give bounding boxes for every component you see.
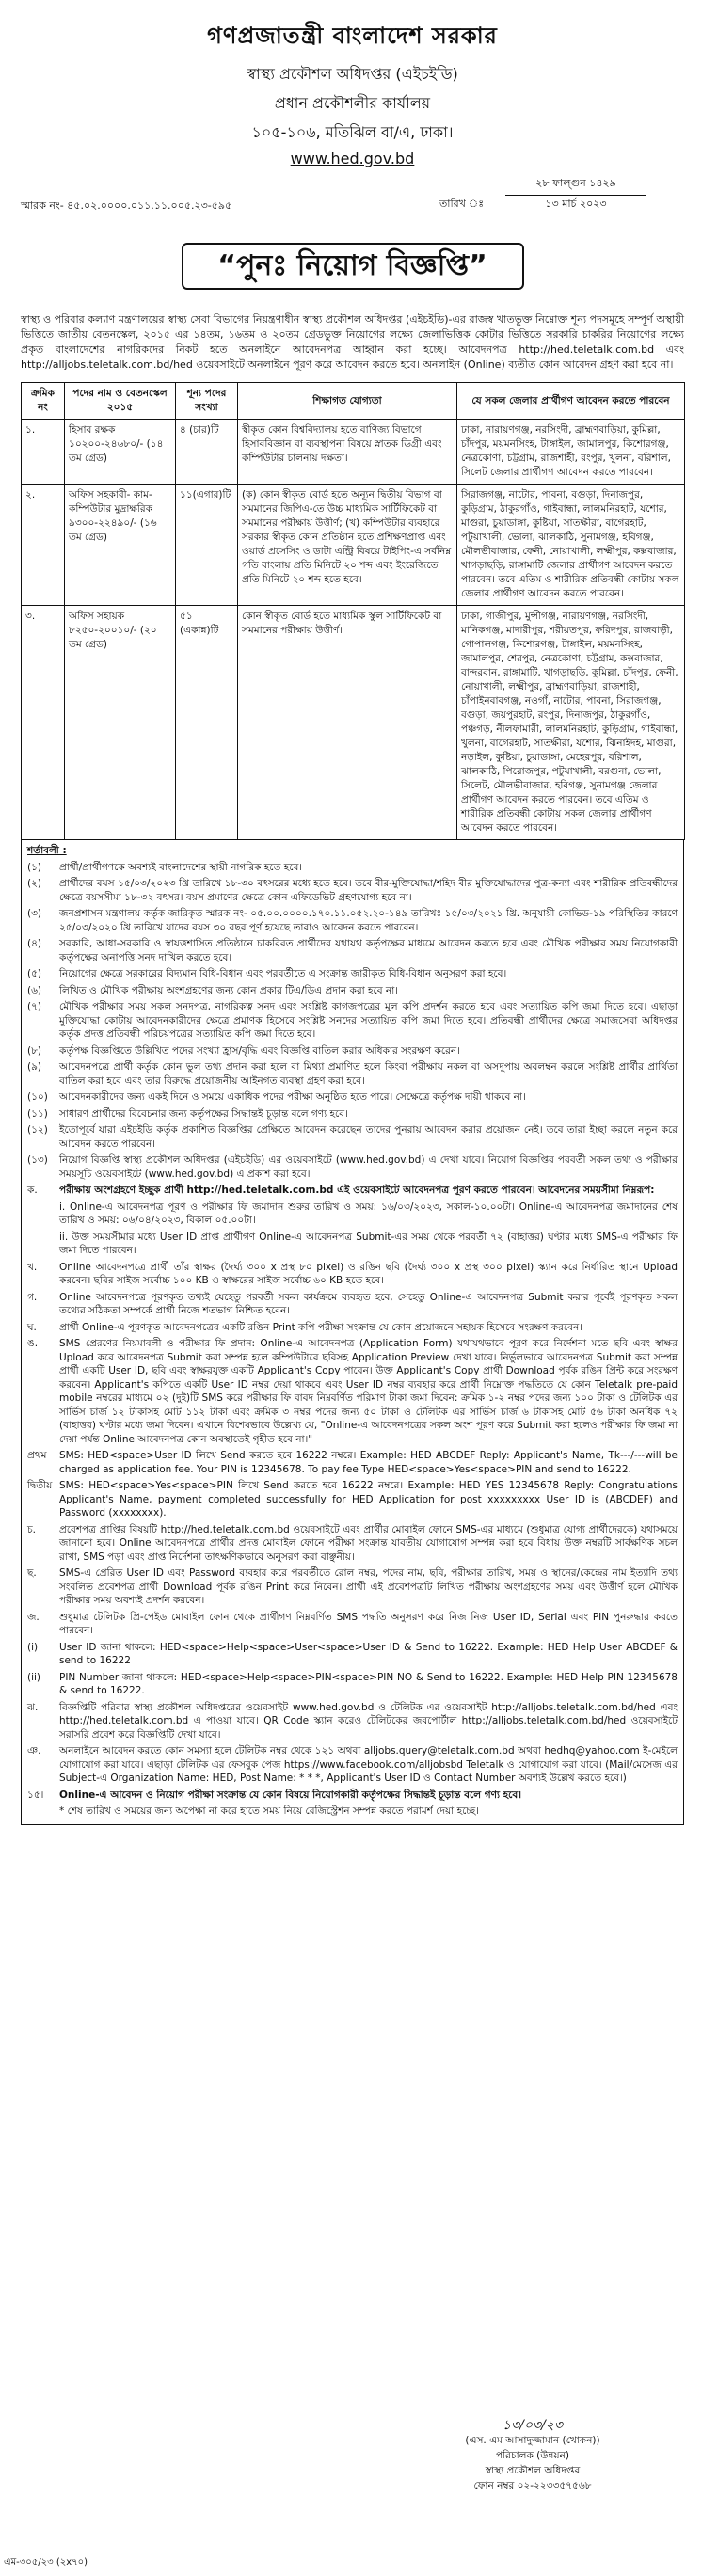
- condition-item: [27, 1611, 678, 1638]
- condition-item: [27, 861, 678, 875]
- cell-districts: ঢাকা, গাজীপুর, মুন্সীগঞ্জ, নারায়ণগঞ্জ, নরসিংদী, মানিকগঞ্জ, মাদারীপুর, শরীয়তপুর, ফরিদপুর, রাজবাড়ী, গোপালগঞ্জ, কিশোরগঞ্জ, টাঙ্গাইল, ময়মনসিংহ, জামালপুর, শেরপুর, নেত্রকোণা, চট্টগ্রাম, কক্সবাজার, বান্দরবান, রাঙ্গামাটি, খাগড়াছড়ি, কুমিল্লা, চাঁদপুর, ফেনী, নোয়াখালী, লক্ষ্মীপুর, ব্রাহ্মণবাড়িয়া, রাজশাহী, চাঁপাইনবাবগঞ্জ, নওগাঁ, নাটোর, পাবনা, সিরাজগঞ্জ, বগুড়া, জয়পুরহাট, রংপুর, দিনাজপুর, ঠাকুরগাঁও, পঞ্চগড়, নীলফামারী, লালমনিরহাট, কুড়িগ্রাম, গাইবান্ধা, খুলনা, বাগেরহাট, সাতক্ষীরা, যশোর, ঝিনাইদহ, মাগুরা, নড়াইল, কুষ্টিয়া, চুয়াডাঙ্গা, মেহেরপুর, বরিশাল, ঝালকাঠি, পিরোজপুর, পটুয়াখালী, বরগুনা, ভোলা, সিলেট, মৌলভীবাজার, হবিগঞ্জ, সুনামগঞ্জ জেলার প্রার্থীগণ আবেদন করতে পারবেন। তবে এতিম ও শারীরিক প্রতিবন্ধী কোটায় সকল জেলার প্রার্থীগণ আবেদন করতে পারবেন।: [457, 606, 685, 840]
- cell-districts: ঢাকা, নারায়ণগঞ্জ, নরসিংদী, ব্রাহ্মণবাড়িয়া, কুমিল্লা, চাঁদপুর, ময়মনসিংহ, টাঙ্গাইল, জামালপুর, কিশোরগঞ্জ, নেত্রকোণা, চট্টগ্রাম, রাজশাহী, রংপুর, খুলনা, বরিশাল, সিলেট জেলার প্রার্থীগণ আবেদন করতে পারবেন।: [457, 420, 685, 485]
- cell-count: ৪ (চার)টি: [176, 420, 238, 485]
- condition-text: সাধারণ প্রার্থীদের বিবেচনার জন্য কর্তৃপক্ষের সিদ্ধান্তই চূড়ান্ত বলে গণ্য হবে।: [59, 1107, 348, 1120]
- condition-text: Online-এ আবেদন ও নিয়োগ পরীক্ষা সংক্রান্ত যে কোন বিষয়ে নিয়োগকারী কর্তৃপক্ষের সিদ্ধান্তই চূড়ান্ত বলে গণ্য হবে।: [59, 1789, 521, 1801]
- condition-text: নিয়োগ বিজ্ঞপ্তি স্বাস্থ্য প্রকৌশল অধিদপ্তর (এইচইডি) এর ওয়েবসাইটে (www.hed.gov.bd) এ দেখা যাবে। নিয়োগ বিজ্ঞপ্তির পরবর্তী সকল তথ্য ও পরীক্ষার সময়সূচি ওয়েবসাইটে (www.hed.gov.bd) এ প্রকাশ করা হবে।: [59, 1154, 678, 1180]
- condition-number: (১৩): [27, 1154, 48, 1166]
- condition-number: (৪): [27, 938, 42, 949]
- condition-item: [27, 937, 678, 964]
- condition-item: [27, 1641, 678, 1668]
- condition-text: SMS প্রেরণের নিয়মাবলী ও পরীক্ষার ফি প্রদান: Online-এ আবেদনপত্র (Application Form) যথাযথভাবে পূরণ করে নির্দেশনা মতে ছবি এবং স্বাক্ষর Upload করে আবেদনপত্র Submit করা সম্পন্ন হলে কম্পিউটারে ছবিসহ Application Preview দেখা যাবে। নির্ভুলভাবে আবেদনপত্র Submit করা সম্পন্ন প্রার্থী একটি User ID, ছবি এবং স্বাক্ষরযুক্ত একটি Applicant's Copy পাবেন। উক্ত Applicant's Copy প্রার্থী Download পূর্বক রঙিন প্রিন্ট করে সংরক্ষণ করবেন। Applicant's কপিতে একটি User ID নম্বর দেয়া থাকবে এবং User ID নম্বর ব্যবহার করে প্রার্থী নিম্নোক্ত পদ্ধতিতে যে কোন Teletalk pre-paid mobile নম্বরের মাধ্যমে ০২ (দুই)টি SMS করে পরীক্ষার ফি বাবদ নিম্নবর্ণিত পরিমাণ টাকা জমা দিবেন: ক্রমিক ১-২ নম্বর পদের জন্য ১০০ টাকা ও টেলিটক এর সার্ভিস চার্জ ১২ টাকাসহ মোট ১১২ টাকা এবং ক্রমিক ৩ নম্বর পদের জন্য ৫০ টাকা ও টেলিটক এর সার্ভিস চার্জ ৬ টাকাসহ মোট ৫৬ টাকা অনধিক ৭২ (বাহাত্তর) ঘণ্টার মধ্যে জমা দিবেন। এখানে বিশেষভাবে উল্লেখ্য যে, "Online-এ আবেদনপত্রের সকল অংশ পূরণ করে Submit করা হলেও পরীক্ষার ফি জমা না দেয়া পর্যন্ত Online আবেদনপত্র কোন অবস্থাতেই গৃহীত হবে না।": [59, 1338, 678, 1445]
- footer-code: এম-৩০৫/২৩ (২x৭০): [4, 2557, 88, 2568]
- condition-item: [27, 1107, 678, 1121]
- condition-text: প্রার্থী/প্রার্থীগণকে অবশ্যই বাংলাদেশের স্থায়ী নাগরিক হতে হবে।: [59, 861, 303, 873]
- notice-title: “পুনঃ নিয়োগ বিজ্ঞপ্তি”: [182, 243, 524, 290]
- condition-text: Online আবেদনপত্রে পূরণকৃত তথ্যই যেহেতু পরবর্তী সকল কার্যক্রমে ব্যবহৃত হবে, সেহেতু Online-এ আবেদনপত্র Submit করার পূর্বেই পূরণকৃত সকল তথ্যের সঠিকতা সম্পর্কে প্রার্থী নিজে শতভাগ নিশ্চিত হবেন।: [59, 1291, 678, 1316]
- condition-text: User ID জানা থাকলে: HED<space>Help<space>User<space>User ID & Send to 16222. Example: HED Help User ABCDEF & send to 16222: [59, 1641, 678, 1666]
- condition-number: ঙ.: [27, 1338, 39, 1349]
- col-header-post: পদের নাম ও বেতনস্কেল ২০১৫: [65, 383, 176, 420]
- condition-number: (৮): [27, 1044, 42, 1057]
- condition-item: [27, 1566, 678, 1608]
- condition-text: ii. উক্ত সময়সীমার মধ্যে User ID প্রাপ্ত প্রার্থীগণ Online-এ আবেদনপত্র Submit-এর সময় থেকে পরবর্তী ৭২ (বাহাত্তর) ঘণ্টার মধ্যে SMS-এ পরীক্ষার ফি জমা দিতে পারবেন।: [59, 1231, 678, 1256]
- condition-item: [27, 1060, 678, 1088]
- condition-text: SMS-এ প্রেরিত User ID এবং Password ব্যবহার করে পরবর্তীতে রোল নম্বর, পদের নাম, ছবি, পরীক্ষার তারিখ, সময় ও স্থানের/কেন্দ্রের নাম ইত্যাদি তথ্য সংবলিত প্রবেশপত্র প্রার্থী Download পূর্বক রঙিন Print করে নিবেন। প্রার্থী এই প্রবেশপত্রটি লিখিত পরীক্ষায় অংশগ্রহণের সময় এবং উত্তীর্ণ হলে মৌখিক পরীক্ষার সময় অবশ্যই প্রদর্শন করবেন।: [59, 1567, 678, 1606]
- date-bangla: ২৮ ফাল্গুন ১৪২৯: [505, 175, 646, 196]
- condition-text: PIN Number জানা থাকলে: HED<space>Help<space>PIN<space>PIN NO & Send to 16222. Example: HED Help PIN 12345678 & send to 16222.: [59, 1671, 678, 1696]
- office-address: ১০৫-১০৬, মতিঝিল বা/এ, ঢাকা।: [251, 123, 454, 141]
- condition-text: পরীক্ষায় অংশগ্রহণে ইচ্ছুক প্রার্থী http://hed.teletalk.com.bd এই ওয়েবসাইটে আবেদনপত্র পূরণ করতে পারবেন। আবেদনের সময়সীমা নিম্নরূপ:: [59, 1185, 655, 1196]
- conditions-section: [21, 840, 684, 1825]
- condition-number: খ.: [27, 1261, 38, 1273]
- condition-number: [27, 1805, 59, 1819]
- condition-item: [27, 1123, 678, 1151]
- govt-name: গণপ্রজাতন্ত্রী বাংলাদেশ সরকার: [207, 23, 498, 49]
- condition-item: [27, 984, 678, 998]
- intro-paragraph: স্বাস্থ্য ও পরিবার কল্যাণ মন্ত্রণালয়ের স্বাস্থ্য সেবা বিভাগের নিয়ন্ত্রণাধীন স্বাস্থ্য প্রকৌশল অধিদপ্তর (এইচইডি)-এর রাজস্ব খাতভুক্ত নিম্নোক্ত শূন্য পদসমূহে সম্পূর্ণ অস্থায়ী ভিত্তিতে জাতীয় বেতনস্কেল, ২০১৫ এর ১৪তম, ১৬তম ও ২০তম গ্রেডভুক্ত নিয়োগের লক্ষ্যে জেলাভিত্তিক কোটার ভিত্তিতে সরকারি চাকরির নিয়োগের লক্ষ্যে প্রকৃত বাংলাদেশের নাগরিকদের নিকট হতে অনলাইনে আবেদনপত্র আহ্বান করা হচ্ছে। আবেদনপত্র http://hed.teletalk.com.bd এবং http://alljobs.teletalk.com.bd/hed ওয়েবসাইটে অনলাইনে পূরণ করে আবেদন করতে হবে। অনলাইন (Online) ব্যতীত কোন আবেদন গ্রহণ করা হবে না।: [21, 313, 684, 371]
- condition-number: (ii): [27, 1671, 41, 1683]
- condition-text: নিয়োগের ক্ষেত্রে সরকারের বিদ্যমান বিধি-বিধান এবং পরবর্তীতে এ সংক্রান্ত জারীকৃত বিধি-বিধান অনুসরণ করা হবে।: [59, 968, 507, 979]
- cell-serial: ১.: [22, 420, 65, 485]
- letterhead: [21, 19, 684, 167]
- condition-item: [27, 1671, 678, 1698]
- condition-item: [27, 1337, 678, 1446]
- col-header-districts: যে সকল জেলার প্রার্থীগণ আবেদন করতে পারবেন: [457, 383, 685, 420]
- condition-number: [27, 1201, 59, 1228]
- office-name: প্রধান প্রকৌশলীর কার্যালয়: [274, 94, 431, 112]
- condition-number: (২): [27, 878, 42, 889]
- date-label: তারিখ ঃ: [439, 198, 485, 210]
- condition-number: ঞ.: [27, 1745, 41, 1757]
- condition-text: লিখিত ও মৌখিক পরীক্ষায় অংশগ্রহণের জন্য কোন প্রকার টিএ/ডিএ প্রদান করা হবে না।: [59, 984, 398, 996]
- condition-item: [27, 1153, 678, 1181]
- condition-number: প্রথম: [27, 1450, 47, 1461]
- posts-table: [21, 382, 685, 840]
- condition-number: [27, 1231, 59, 1258]
- condition-number: (৬): [27, 984, 42, 996]
- condition-item: [27, 1000, 678, 1042]
- condition-text: SMS: HED<space>Yes<space>PIN লিখে Send করতে হবে 16222 নম্বরে। Example: HED YES 12345678 Reply: Congratulations Applicant's Name, payment completed successfully for HED Application for post xxxxxxxxx User ID is (ABCDEF) and Password (xxxxxxxx).: [59, 1480, 678, 1519]
- condition-item: [27, 907, 678, 934]
- condition-number: (১০): [27, 1091, 48, 1103]
- cell-education: (ক) কোন স্বীকৃত বোর্ড হতে অন্যূন দ্বিতীয় বিভাগ বা সমমানের জিপিএ-তে উচ্চ মাধ্যমিক সার্টিফিকেট বা সমমানের পরীক্ষায় উত্তীর্ণ; (খ) কম্পিউটার ব্যবহারে সরকার স্বীকৃত কোন প্রতিষ্ঠান হতে প্রশিক্ষণপ্রাপ্ত এবং ওয়ার্ড প্রসেসিং ও ডাটা এন্ট্রি বিষয়ে টাইপিং-এ সর্বনিম্ন গতি বাংলায় প্রতি মিনিটে ২০ শব্দ এবং ইংরেজিতে প্রতি মিনিটে ২০ শব্দ হতে হবে।: [238, 485, 457, 606]
- table-header-row: [22, 383, 685, 420]
- condition-text: * শেষ তারিখ ও সময়ের জন্য অপেক্ষা না করে হাতে সময় নিয়ে রেজিস্ট্রেশন সম্পন্ন করতে পরামর্শ দেয়া হচ্ছে।: [59, 1805, 479, 1817]
- condition-text: SMS: HED<space>User ID লিখে Send করতে হবে 16222 নম্বরে। Example: HED ABCDEF Reply: Applicant's Name, Tk---/---will be charged as application fee. Your PIN is 12345678. To pay fee Type HED<space>Yes<space>PIN and send to 16222.: [59, 1450, 678, 1475]
- table-row: [22, 606, 685, 840]
- condition-item: [27, 1523, 678, 1565]
- condition-number: (i): [27, 1641, 39, 1653]
- condition-number: (৩): [27, 908, 42, 919]
- signatory-office: স্বাস্থ্য প্রকৌশল অধিদপ্তর: [485, 2465, 581, 2476]
- col-header-count: শূন্য পদের সংখ্যা: [176, 383, 238, 420]
- signatory-name: (এস. এম আসাদুজ্জামান (খোকন)): [465, 2435, 600, 2446]
- signature-block: [420, 2418, 646, 2493]
- condition-text: অনলাইনে আবেদন করতে কোন সমস্যা হলে টেলিটক নম্বর থেকে ১২১ অথবা alljobs.query@teletalk.com.bd অথবা hedhq@yahoo.com ই-মেইলে যোগাযোগ করা যাবে। এছাড়া টেলিটক এর ফেসবুক পেজ https://www.facebook.com/alljobsbd Teletalk ও যোগাযোগ করা যাবে। (Mail/মেসেজ এর Subject-এ Organization Name: HED, Post Name: * * *, Applicant's User ID ও Contact Number অবশ্যই উল্লেখ করতে হবে।): [59, 1745, 678, 1784]
- condition-number: ১৫।: [27, 1789, 44, 1801]
- condition-item: [27, 1291, 678, 1318]
- table-row: [22, 420, 685, 485]
- condition-text: আবেদনপত্রে প্রার্থী কর্তৃক কোন ভুল তথ্য প্রদান করা হলে বা মিথ্যা প্রমাণিত হলে কিংবা পরীক্ষায় নকল বা অসদুপায় অবলম্বন করলে সংশ্লিষ্ট প্রার্থীর প্রার্থিতা বাতিল করা হবে এবং তার বিরুদ্ধে প্রয়োজনীয় আইনগত ব্যবস্থা গ্রহণ করা হবে।: [59, 1061, 678, 1087]
- col-header-serial: ক্রমিক নং: [22, 383, 65, 420]
- condition-number: (১২): [27, 1124, 48, 1136]
- condition-item: [27, 1090, 678, 1105]
- memo-number: স্মারক নং- ৪৫.০২.০০০০.০১১.১১.০০৫.২৩-৫৯৫: [21, 199, 232, 212]
- condition-item: [27, 1701, 678, 1742]
- condition-number: ছ.: [27, 1567, 37, 1579]
- conditions-list: [27, 861, 678, 1819]
- cell-post: অফিস সহায়ক ৮২৫০-২০০১০/- (২০ তম গ্রেড): [65, 606, 176, 840]
- condition-text: প্রার্থীদের বয়স ১৫/০৩/২০২৩ খ্রি তারিখে ১৮-৩০ বৎসরের মধ্যে হতে হবে। তবে বীর-মুক্তিযোদ্ধা/শহিদ বীর মুক্তিযোদ্ধাদের পুত্র-কন্যা এবং শারীরিক প্রতিবন্ধীদের ক্ষেত্রে বয়সসীমা ১৮-৩২ বৎসর। বয়স প্রমাণের ক্ষেত্রে কোন এফিডেভিট গ্রহণযোগ্য হবে না।: [59, 878, 678, 903]
- cell-education: কোন স্বীকৃত বোর্ড হতে মাধ্যমিক স্কুল সার্টিফিকেট বা সমমানের পরীক্ষায় উত্তীর্ণ।: [238, 606, 457, 840]
- condition-item: [27, 1231, 678, 1258]
- cell-serial: ২.: [22, 485, 65, 606]
- condition-text: বিজ্ঞপ্তিটি পরিবার স্বাস্থ্য প্রকৌশল অধিদপ্তরের ওয়েবসাইট www.hed.gov.bd ও টেলিটক এর ওয়েবসাইট http://alljobs.teletalk.com.bd/hed এবং http://hed.teletalk.com.bd এ পাওয়া যাবে। QR Code স্ক্যান করেও টেলিটকের জবপোর্টাল http://alljobs.teletalk.com.bd/hed ওয়েবসাইটে সরাসরি প্রবেশ করে বিজ্ঞপ্তিটি দেখা যাবে।: [59, 1701, 678, 1741]
- condition-number: চ.: [27, 1523, 37, 1535]
- condition-number: জ.: [27, 1611, 40, 1623]
- condition-number: দ্বিতীয়: [27, 1480, 53, 1491]
- condition-item: [27, 1479, 678, 1520]
- signatory-phone: ফোন নম্বর ০২-২২৩৩৫৭৫৬৮: [473, 2480, 592, 2491]
- condition-number: (৯): [27, 1061, 42, 1073]
- notice-page: [21, 13, 684, 1825]
- condition-number: (৫): [27, 968, 42, 979]
- condition-item: [27, 877, 678, 904]
- department-name: স্বাস্থ্য প্রকৌশল অধিদপ্তর (এইচইডি): [247, 65, 458, 83]
- condition-text: জনপ্রশাসন মন্ত্রণালয় কর্তৃক জারিকৃত স্মারক নং- ০৫.০০.০০০০.১৭০.১১.০৫২.২০-১৪৯ তারিখঃ ১৫/০৩/২০২১ খ্রি. অনুযায়ী কোভিড-১৯ পরিস্থিতির কারণে ২৫/০৩/২০২০ খ্রি তারিখে যাদের বয়স ৩০ বছর পূর্ণ হয়েছে তারাও আবেদন করতে পারবেন।: [59, 908, 678, 933]
- condition-text: সরকারি, আধা-সরকারি ও স্বায়ত্তশাসিত প্রতিষ্ঠানে চাকরিরত প্রার্থীদের যথাযথ কর্তৃপক্ষের মাধ্যমে আবেদন করতে হবে এবং মৌখিক পরীক্ষার সময় নিয়োগকারী কর্তৃপক্ষের অনাপত্তি সনদ দাখিল করতে হবে।: [59, 938, 678, 963]
- condition-number: (১): [27, 861, 42, 873]
- condition-number: ক.: [27, 1185, 38, 1196]
- condition-text: i. Online-এ আবেদনপত্র পূরণ ও পরীক্ষার ফি জমাদান শুরুর তারিখ ও সময়: ১৬/০৩/২০২৩, সকাল-১০.০০টা। Online-এ আবেদনপত্র জমাদানের শেষ তারিখ ও সময়: ০৬/০৪/২০২৩, বিকাল ০৫.০০টা।: [59, 1201, 678, 1226]
- cell-districts: সিরাজগঞ্জ, নাটোর, পাবনা, বগুড়া, দিনাজপুর, কুড়িগ্রাম, ঠাকুরগাঁও, গাইবান্ধা, লালমনিরহাট, যশোর, মাগুরা, চুয়াডাঙ্গা, কুষ্টিয়া, সাতক্ষীরা, বাগেরহাট, পটুয়াখালী, ভোলা, ঝালকাঠি, সুনামগঞ্জ, হবিগঞ্জ, মৌলভীবাজার, ফেনী, নোয়াখালী, লক্ষ্মীপুর, কক্সবাজার, খাগড়াছড়ি, রাঙ্গামাটি জেলার প্রার্থীগণ আবেদন করতে পারবেন। তবে এতিম ও শারীরিক প্রতিবন্ধী কোটায় সকল জেলার প্রার্থীগণ আবেদন করতে পারবেন।: [457, 485, 685, 606]
- condition-item: [27, 1184, 678, 1198]
- signature-mark: ১৩/০৩/২৩: [502, 2418, 564, 2433]
- table-row: [22, 485, 685, 606]
- memo-row: [21, 175, 684, 228]
- condition-item: [27, 1201, 678, 1228]
- signatory-designation: পরিচালক (উন্নয়ন): [496, 2450, 569, 2461]
- cell-serial: ৩.: [22, 606, 65, 840]
- condition-item: [27, 967, 678, 981]
- condition-item: [27, 1321, 678, 1335]
- cell-count: ৫১ (একান্ন)টি: [176, 606, 238, 840]
- condition-item: [27, 1449, 678, 1476]
- condition-item: [27, 1744, 678, 1786]
- cell-education: স্বীকৃত কোন বিশ্ববিদ্যালয় হতে বাণিজ্য বিভাগে হিসাববিজ্ঞান বা ব্যবস্থাপনা বিষয়ে স্নাতক ডিগ্রী এবং কম্পিউটার চালনায় দক্ষতা।: [238, 420, 457, 485]
- condition-item: [27, 1805, 678, 1819]
- condition-number: (১১): [27, 1107, 48, 1120]
- condition-text: ইতোপূর্বে যারা এইচইডি কর্তৃক প্রকাশিত বিজ্ঞপ্তির প্রেক্ষিতে আবেদন করেছেন তাদের পুনরায় আবেদন করার প্রয়োজন নেই। তবে তারা ইচ্ছা করলে নতুন করে আবেদন করতে পারবেন।: [59, 1124, 678, 1150]
- condition-text: আবেদনকারীদের জন্য একই দিনে ও সময়ে একাধিক পদের পরীক্ষা অনুষ্ঠিত হতে পারে। সেক্ষেত্রে কর্তৃপক্ষ দায়ী থাকবে না।: [59, 1091, 526, 1103]
- condition-number: (৭): [27, 1001, 42, 1012]
- cell-count: ১১(এগার)টি: [176, 485, 238, 606]
- cell-post: অফিস সহকারী- কাম-কম্পিউটার মুদ্রাক্ষরিক ৯৩০০-২২৪৯০/- (১৬ তম গ্রেড): [65, 485, 176, 606]
- condition-item: [27, 1261, 678, 1288]
- condition-text: Online আবেদনপত্রে প্রার্থী তাঁর স্বাক্ষর (দৈর্ঘ্য ৩০০ x প্রস্থ ৮০ pixel) ও রঙিন ছবি (দৈর্ঘ্য ৩০০ x প্রস্থ ৩০০ pixel) স্ক্যান করে নির্ধারিত স্থানে Upload করবেন। ছবির সাইজ সর্বোচ্চ ১০০ KB ও স্বাক্ষরের সাইজ সর্বোচ্চ ৬০ KB হতে হবে।: [59, 1261, 678, 1286]
- cell-post: হিসাব রক্ষক ১০২০০-২৪৬৮০/- (১৪ তম গ্রেড): [65, 420, 176, 485]
- col-header-education: শিক্ষাগত যোগ্যতা: [238, 383, 457, 420]
- condition-text: প্রার্থী Online-এ পূরণকৃত আবেদনপত্রের একটি রঙিন Print কপি পরীক্ষা সংক্রান্ত যে কোন প্রয়োজনে সহায়ক হিসেবে সংরক্ষণ করবেন।: [59, 1321, 583, 1333]
- condition-item: [27, 1789, 678, 1803]
- condition-number: ঝ.: [27, 1701, 39, 1713]
- website-link[interactable]: www.hed.gov.bd: [290, 150, 415, 167]
- condition-text: মৌখিক পরীক্ষার সময় সকল সনদপত্র, নাগরিকত্ব সনদ এবং সংশ্লিষ্ট কাগজপত্রের মূল কপি প্রদর্শন করতে হবে এবং সত্যায়িত কপি জমা দিতে হবে। এছাড়া মুক্তিযোদ্ধা কোটায় আবেদনকারীদের ক্ষেত্রে প্রমাণক হিসেবে সংশ্লিষ্ট সনদের সত্যায়িত কপি জমা দিতে হবে। প্রতিবন্ধী প্রার্থীদের ক্ষেত্রে সমাজসেবা অধিদপ্তর কর্তৃক প্রদত্ত প্রতিবন্ধী পরিচয়পত্রের সত্যায়িত কপি জমা দিতে হবে।: [59, 1001, 678, 1040]
- condition-number: গ.: [27, 1291, 38, 1303]
- condition-text: শুধুমাত্র টেলিটক প্রি-পেইড মোবাইল ফোন থেকে প্রার্থীগণ নিম্নবর্ণিত SMS পদ্ধতি অনুসরণ করে নিজ নিজ User ID, Serial এবং PIN পুনরুদ্ধার করতে পারবেন।: [59, 1611, 678, 1636]
- condition-number: ঘ.: [27, 1321, 37, 1333]
- date-english: ১৩ মার্চ ২০২৩: [545, 198, 607, 210]
- condition-text: প্রবেশপত্র প্রাপ্তির বিষয়টি http://hed.teletalk.com.bd ওয়েবসাইটে এবং প্রার্থীর মোবাইল ফোনে SMS-এর মাধ্যমে (শুধুমাত্র যোগ্য প্রার্থীদেরকে) যথাসময়ে জানানো হবে। Online আবেদনপত্রে প্রার্থীর প্রদত্ত মোবাইল ফোনে পরীক্ষা সংক্রান্ত যাবতীয় যোগাযোগ সম্পন্ন করা হবে বিধায় উক্ত নম্বরটি সার্বক্ষণিক সচল রাখা, SMS পড়া এবং প্রাপ্ত নির্দেশনা তাৎক্ষণিকভাবে অনুসরণ করা বাঞ্ছনীয়।: [59, 1523, 678, 1563]
- conditions-title: শর্তাবলী :: [27, 845, 67, 856]
- condition-text: কর্তৃপক্ষ বিজ্ঞপ্তিতে উল্লিখিত পদের সংখ্যা হ্রাস/বৃদ্ধি এবং বিজ্ঞপ্তি বাতিল করার অধিকার সংরক্ষণ করেন।: [59, 1044, 460, 1057]
- condition-item: [27, 1044, 678, 1058]
